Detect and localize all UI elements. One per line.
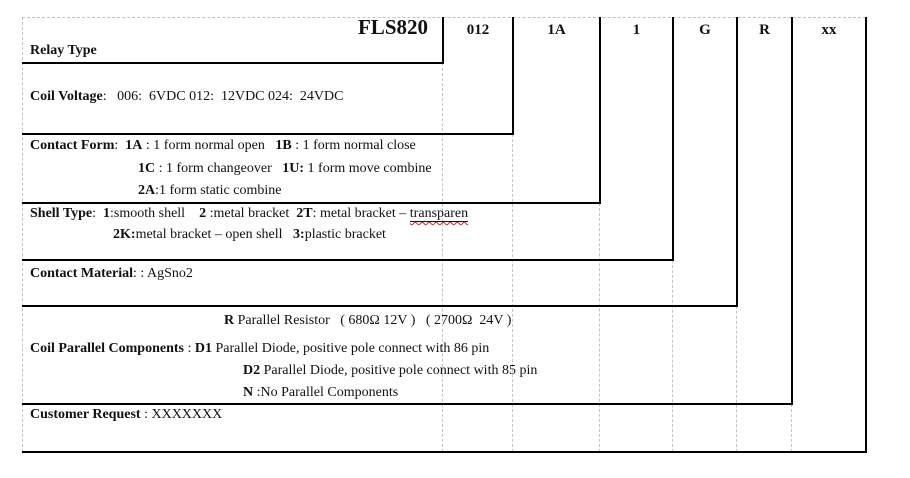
option-code-text: 2T	[296, 206, 313, 221]
option-code-text: 2	[199, 206, 207, 221]
relay-type-label: Relay Type	[30, 43, 97, 58]
shell-type-line-2	[113, 225, 386, 244]
description-text: :smooth shell	[110, 206, 200, 221]
customer-request-line	[30, 405, 222, 424]
option-code-text: 2K:	[113, 227, 136, 242]
description-text: : : AgSno2	[133, 266, 193, 281]
description-text: :	[184, 341, 195, 356]
coil-parallel-line-1	[224, 311, 511, 330]
option-code-text: R	[224, 313, 235, 328]
gridline-col-parallel-dashed	[791, 404, 792, 452]
table-border-right	[865, 17, 867, 452]
contact-form-line-2	[138, 159, 432, 178]
description-text: :No Parallel Components	[253, 385, 399, 400]
gridline-col-material-dashed	[736, 306, 737, 452]
option-code-text: D1	[194, 341, 213, 356]
option-code-text: Shell Type	[30, 206, 93, 221]
description-text: :	[92, 206, 104, 221]
description-text: :metal bracket	[206, 206, 297, 221]
gridline-col-model-dashed	[442, 63, 443, 452]
divider-coil-voltage	[22, 133, 514, 135]
option-code-text: Contact Material	[30, 266, 134, 281]
description-text: Parallel Diode, positive pole connect with 85 pin	[260, 363, 538, 378]
table-border-bottom	[22, 451, 867, 453]
description-text: 1 form move combine	[304, 161, 432, 176]
drop-line-contact-material	[736, 17, 738, 306]
shell-type-line-1	[30, 204, 468, 223]
description-text: : 006: 6VDC 012: 12VDC 024: 24VDC	[102, 89, 344, 104]
description-text: :1 form static combine	[155, 183, 282, 198]
option-code-text: Coil Voltage	[30, 89, 103, 104]
option-code-text: 1B	[275, 138, 292, 153]
description-text: Parallel Diode, positive pole connect with 86 pin	[212, 341, 490, 356]
description-text: : metal bracket –	[312, 206, 410, 221]
code-cell-contact-form: 1A	[547, 22, 566, 38]
code-cell-coil-parallel: R	[759, 22, 770, 38]
option-code-text: N	[243, 385, 254, 400]
option-code-text: 3:	[293, 227, 305, 242]
description-text: : 1 form normal close	[291, 138, 416, 153]
model-number: FLS820	[357, 15, 428, 39]
drop-line-shell-type	[672, 17, 674, 260]
coil-parallel-line-2	[30, 339, 489, 358]
option-code-text: 1U:	[282, 161, 305, 176]
table-border-top	[22, 17, 866, 18]
description-text: : 1 form normal open	[142, 138, 276, 153]
gridline-col-contact-form-dashed	[599, 203, 600, 452]
drop-line-contact-form	[599, 17, 601, 203]
code-cell-contact-material: G	[699, 22, 711, 38]
description-text: metal bracket – open shell	[135, 227, 294, 242]
option-code-text: Contact Form	[30, 138, 115, 153]
option-code-text: Customer Request	[30, 407, 141, 422]
code-cell-coil-voltage: 012	[466, 22, 490, 38]
description-text: Parallel Resistor ( 680Ω 12V ) ( 2700Ω 24V )	[234, 313, 512, 328]
description-text: transparen	[409, 206, 469, 221]
code-cell-shell-type: 1	[632, 22, 641, 38]
divider-shell-type	[22, 259, 674, 261]
option-code-text: Coil Parallel Components	[30, 341, 184, 356]
description-text: plastic bracket	[304, 227, 386, 242]
gridline-col-shell-dashed	[672, 260, 673, 452]
contact-material-line	[30, 264, 193, 283]
option-code-text: 2A	[138, 183, 156, 198]
contact-form-line-1	[30, 136, 416, 155]
description-text: : 1 form changeover	[155, 161, 283, 176]
coil-voltage-line	[30, 87, 343, 106]
drop-line-coil-parallel	[791, 17, 793, 404]
description-text: :	[114, 138, 126, 153]
description-text: : XXXXXXX	[140, 407, 223, 422]
coil-parallel-line-4	[243, 383, 398, 402]
table-border-left	[22, 17, 23, 452]
option-code-text: 1	[103, 206, 111, 221]
divider-contact-material	[22, 305, 738, 307]
option-code-text: 1A	[125, 138, 143, 153]
divider-relay-type	[22, 62, 444, 64]
contact-form-line-3	[138, 181, 281, 200]
code-cell-customer-request: xx	[821, 22, 837, 38]
option-code-text: D2	[243, 363, 261, 378]
coil-parallel-line-3	[243, 361, 537, 380]
option-code-text: 1C	[138, 161, 156, 176]
